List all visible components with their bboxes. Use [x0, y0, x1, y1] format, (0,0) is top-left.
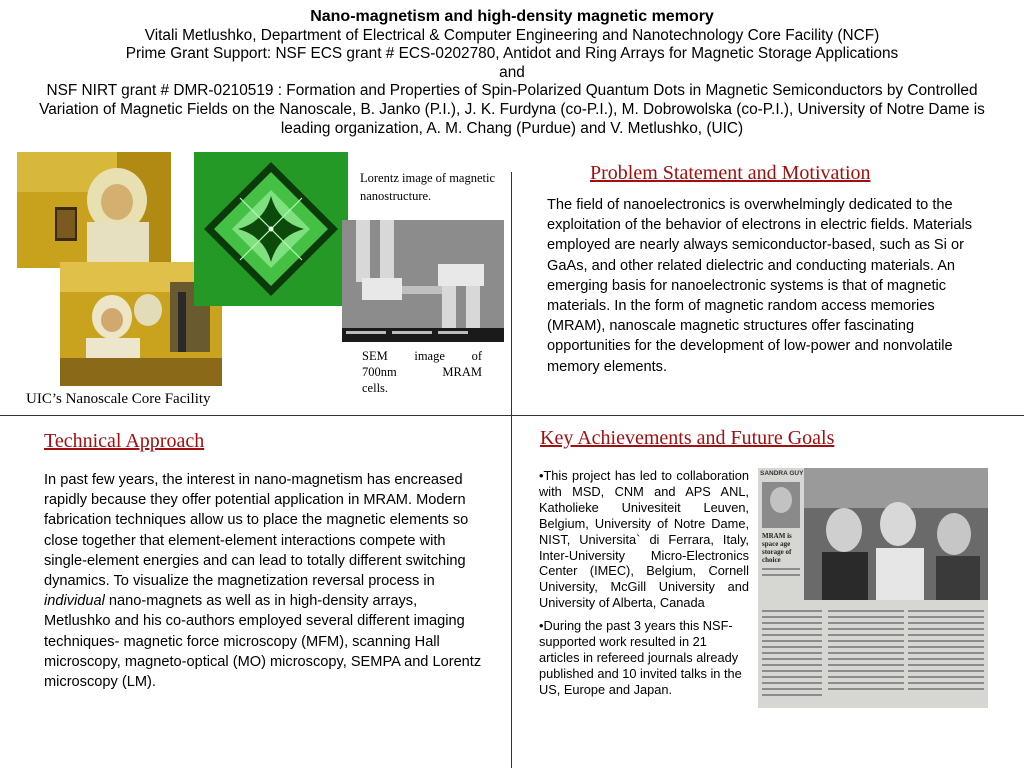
- horizontal-divider: [0, 415, 1024, 416]
- achievements-list: [539, 468, 749, 705]
- vertical-divider: [511, 172, 512, 768]
- newspaper-column-name: SANDRA GUY: [760, 470, 804, 477]
- problem-text: The field of nanoelectronics is overwhelmingly dedicated to the exploitation of the behavior of electrons in electric fields. Materials employed are nearly always semiconductor-based, such as Si or GaAs, and other related dielectric and conducting materials. An emerging basis for nanoelectronic systems is that of magnetic materials. In the form of magnetic random access memories (MRAM), nanoscale magnetic structures offer fascinating opportunities for the development of low-power and nonvolatile memory elements.: [547, 197, 973, 375]
- sem-caption-line-2: 700nm MRAM: [362, 365, 482, 379]
- problem-title: Problem Statement and Motivation: [590, 162, 871, 184]
- facility-caption: UIC’s Nanoscale Core Facility: [26, 391, 211, 407]
- grant-connector: and: [499, 63, 525, 81]
- technical-text-part-1: In past few years, the interest in nano-magnetism has encreased rapidly because they offer potential application in MRAM. Modern fabrication techniques allow us to place the magnetic elements so close together that element-element interactions compete with single-element energies and can lead to totally different switching dynamics. To visualize the magnetization reversal process in: [44, 472, 469, 590]
- grant-line-1: Prime Grant Support: NSF ECS grant # ECS-0202780, Antidot and Ring Arrays for Magnetic Storage Applications: [125, 45, 899, 63]
- technical-text-italic: individual: [44, 593, 105, 610]
- technical-title: Technical Approach: [44, 430, 205, 452]
- achievement-bullet-2: •During the past 3 years this NSF-supported work resulted in 21 articles in refereed journals already published and 10 invited talks in the US, Europe and Japan.: [539, 618, 742, 697]
- sem-caption-line-3: cells.: [362, 381, 389, 395]
- author-line: Vitali Metlushko, Department of Electrical & Computer Engineering and Nanotechnology Core Facility (NCF): [144, 26, 880, 44]
- lorentz-caption: Lorentz image of magnetic nanostructure.: [360, 171, 496, 203]
- cleanroom-photo-1: [17, 152, 171, 268]
- technical-text: [44, 470, 484, 692]
- technical-text-part-2: nano-magnets as well as in high-density arrays, Metlushko and his co-authors employed several different imaging techniques- magnetic force microscopy (MFM), scanning Hall microscopy, magneto-optical (MO) microscopy, SEMPA and Lorentz microscopy (LM).: [44, 593, 482, 691]
- achievement-bullet-1: •This project has led to collaboration with MSD, CNM and APS ANL, Katholieke Univesiteit Leuven, Belgium, University of Notre Dame, NIST, Universita` di Ferrara, Italy, Inter-University Micro-Electronics Center (IMEC), Belgium, Cornell University, McGill University and University of Alberta, Canada: [539, 468, 749, 611]
- sem-caption: [362, 348, 482, 396]
- poster-header: [20, 8, 1004, 138]
- lorentz-image: [194, 152, 348, 306]
- newspaper-clipping: [758, 468, 988, 708]
- poster-title: Nano-magnetism and high-density magnetic memory: [310, 8, 714, 25]
- sem-caption-line-1: SEM image of: [362, 349, 482, 363]
- grant-line-2: NSF NIRT grant # DMR-0210519 : Formation and Properties of Spin-Polarized Quantum Dots in Magnetic Semiconductors by Controlled Variation of Magnetic Fields on the Nanoscale, B. Janko (P.I.), J. K. Furdyna (co-P.I.), M. Dobrowolska (co-P.I.), University of Notre Dame is leading organization, A. M. Chang (Purdue) and V. Metlushko, (UIC): [39, 82, 985, 137]
- newspaper-headline: MRAM is space age storage of choice: [762, 532, 792, 564]
- achievements-title: Key Achievements and Future Goals: [540, 427, 835, 449]
- sem-image: [342, 220, 504, 342]
